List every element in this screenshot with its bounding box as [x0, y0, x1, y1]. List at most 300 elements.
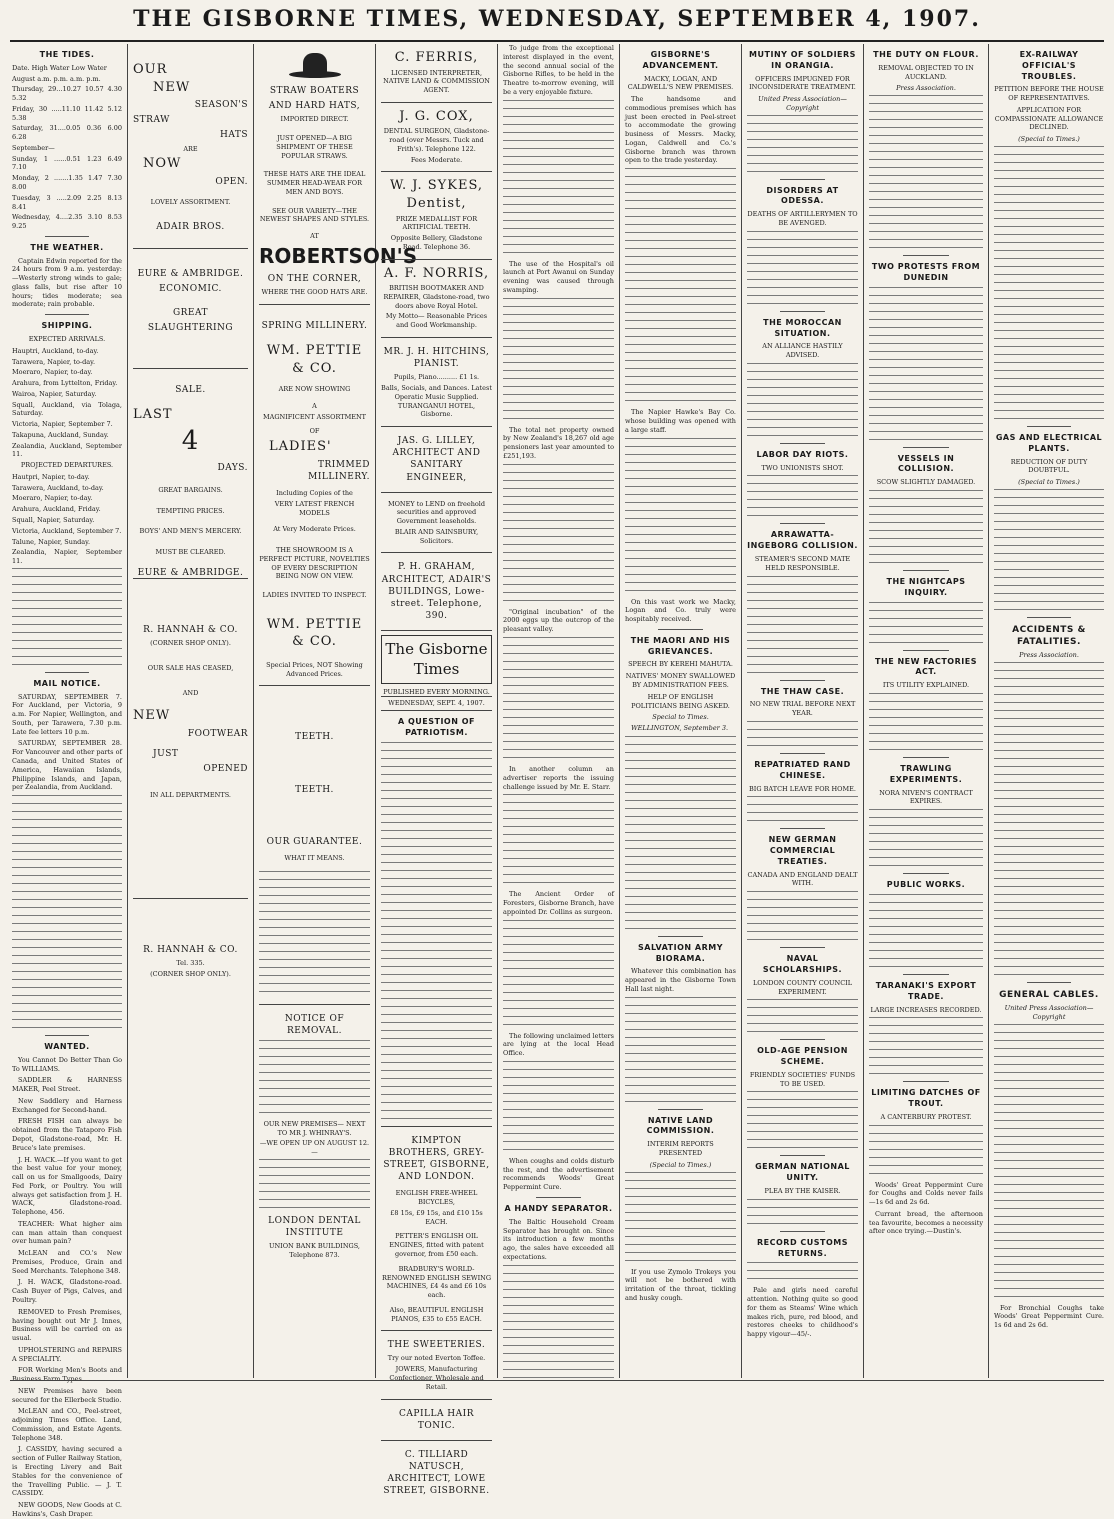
article-heading: THE NIGHTCAPS INQUIRY.: [886, 577, 966, 597]
column-rule: [497, 44, 498, 1378]
ad-line: WHERE THE GOOD HATS ARE.: [261, 288, 368, 297]
departure-line: Talune, Napier, Sunday.: [12, 537, 91, 546]
dental-ad: [259, 686, 370, 1004]
classified-ad: J. CASSIDY, having secured a section of Fuller Railway Station, is Erecting Livery and Bait Stables for the convenience of the Travelling Public. — J. T. CASSIDY.: [12, 1445, 122, 1498]
tides-row: Sunday, 1 ......0.51 1.23 6.49 7.10: [12, 154, 122, 172]
article-heading: PUBLIC WORKS.: [886, 880, 966, 890]
filler-text: [994, 146, 1104, 419]
ad-line: Including Copies of the: [276, 488, 353, 497]
classified-ad: J. H. WACK, Gladstone-road. Cash Buyer of Pigs, Calves, and Poultry.: [12, 1278, 122, 1304]
gisborne-times-title: The Gisborne Times: [381, 635, 492, 684]
masthead-rule: [10, 40, 1104, 42]
capilla-ad: [381, 1400, 492, 1441]
ad-line: NOTICE OF REMOVAL.: [284, 1013, 345, 1036]
footer-rule: [10, 1380, 1104, 1381]
ad-line: LADIES INVITED TO INSPECT.: [262, 591, 367, 600]
filler-text: [994, 489, 1104, 610]
ad-line: TEETH.: [295, 732, 334, 743]
article-subheading: NORA NIVEN'S CONTRACT EXPIRES.: [879, 788, 973, 806]
filler-text: [625, 438, 736, 591]
departure-line: Squall, Napier, Saturday.: [12, 516, 95, 525]
article-heading: ARRAWATTA-INGEBORG COLLISION.: [747, 530, 858, 551]
classified-ad: McLEAN and CO., Peel-street, adjoining Times Office. Land, Commission, and Estate Agents. Telephone 348.: [12, 1407, 122, 1442]
ad-line: WHAT IT MEANS.: [284, 853, 345, 862]
news-paragraph: The Napier Hawke's Bay Co. whose building was opened with a large staff.: [625, 408, 736, 434]
news-paragraph: Pale and girls need careful attention. Nothing quite so good for them as Steams' Wine which makes rich, pure, red blood, and restores cheeks to childhood's happy vigour—45/-.: [747, 1286, 858, 1339]
divider: [780, 1155, 824, 1156]
editorial-masthead: [381, 635, 492, 739]
filler-text: [869, 287, 983, 440]
ad-line: TEETH.: [295, 784, 334, 795]
divider: [780, 947, 824, 948]
ad-line: TRIMMED MILLINERY.: [308, 459, 370, 482]
ad-word: SEASON'S: [194, 100, 248, 111]
arrival-line: Tarawera, Napier, to-day.: [12, 357, 96, 366]
ad-line: Fees Moderate.: [410, 155, 463, 164]
article-subheading: AN ALLIANCE HASTILY ADVISED.: [762, 342, 843, 360]
tides-table: [12, 75, 122, 231]
tides-row: Tuesday, 3 .....2.09 2.25 8.13 8.41: [12, 193, 122, 211]
ad-word: GREAT BARGAINS.: [158, 485, 223, 494]
ad-line: ON THE CORNER,: [267, 273, 362, 284]
ad-line: Try our noted Everton Toffee.: [387, 1354, 486, 1363]
classified-ad: UPHOLSTERING and REPAIRS A SPECIALITY.: [12, 1345, 122, 1363]
ad-advertiser: THE SWEETERIES.: [387, 1340, 486, 1351]
column-rule: [863, 44, 864, 1378]
ad-advertiser: A. F. NORRIS,: [383, 265, 490, 281]
tides-row: Thursday, 29...10.27 10.57 4.30 5.32: [12, 85, 122, 103]
divider: [658, 629, 702, 630]
article-subheading: ITS UTILITY EXPLAINED.: [882, 681, 970, 690]
ad-line: IMPORTED DIRECT.: [280, 115, 349, 124]
article-heading: GENERAL CABLES.: [999, 989, 1099, 1000]
footwear-ad: [133, 579, 248, 899]
news-paragraph: Currant bread, the afternoon tea favourite, becomes a necessity after once trying.—Dustin's.: [869, 1209, 983, 1236]
removal-ad: [259, 1005, 370, 1267]
divider: [536, 1197, 580, 1198]
filler-text: [747, 115, 858, 172]
news-paragraph: The handsome and commodious premises which has just been erected in Peel-street to accommodate the growing business of Messrs. Macky, Logan, Caldwell and Co.'s Gisborne branch was thrown open to the trade yesterday.: [625, 95, 736, 165]
ad-line: A: [312, 401, 317, 410]
tides-columns: Date. High Water Low Water: [12, 63, 107, 72]
divider: [45, 314, 89, 315]
article-heading: GISBORNE'S ADVANCEMENT.: [642, 50, 719, 70]
ad-line: THE SHOWROOM IS A PERFECT PICTURE, NOVELTIES OF EVERY DESCRIPTION BEING NOW ON VIEW.: [259, 546, 370, 581]
mail-text: SATURDAY, SEPTEMBER 28. For Vancouver and other parts of Canada, and United States of America, Hawaiian Islands, Philippine Islands, and Japan, per Zealandia, from Auckland.: [12, 739, 122, 792]
divider: [45, 1035, 89, 1036]
ad-line: At Very Moderate Prices.: [273, 525, 356, 534]
ad-line: THESE HATS ARE THE IDEAL SUMMER HEAD-WEAR FOR MEN AND BOYS.: [263, 170, 366, 196]
sale-ad: [133, 369, 248, 579]
ad-line: PRIZE MEDALLIST FOR ARTIFICIAL TEETH.: [395, 214, 478, 232]
sykes-ad: [381, 172, 492, 259]
article-subheading: MACKY, LOGAN, AND CALDWELL'S NEW PREMISES.: [627, 74, 734, 92]
ad-word: (CORNER SHOP ONLY).: [150, 969, 231, 978]
ad-word: MUST BE CLEARED.: [155, 548, 226, 557]
column-rule: [741, 44, 742, 1378]
filler-text: [12, 795, 122, 1028]
ad-word: DAYS.: [217, 462, 248, 473]
article-heading: LIMITING DATCHES OF TROUT.: [871, 1088, 981, 1109]
article-subheading: APPLICATION FOR COMPASSIONATE ALLOWANCE DECLINED.: [994, 105, 1104, 132]
article-subheading: SCOW SLIGHTLY DAMAGED.: [876, 478, 976, 487]
divider: [658, 1109, 702, 1110]
column-9: [990, 44, 1108, 1378]
ad-line: SEE OUR VARIETY—THE NEWEST SHAPES AND STYLES.: [259, 206, 370, 224]
tides-row: Saturday, 31....0.05 0.36 6.00 6.28: [12, 124, 122, 142]
ad-word: JUST: [153, 749, 179, 760]
article-heading: THE THAW CASE.: [760, 686, 845, 696]
filler-text: [994, 662, 1104, 975]
column-2: [129, 44, 252, 1378]
ad-word: (CORNER SHOP ONLY).: [150, 639, 231, 648]
divider: [903, 757, 949, 758]
news-paragraph: The use of the Hospital's oil launch at Port Awanui on Sunday evening was caused through swamping.: [503, 259, 614, 294]
straw-hats-ad: [133, 44, 248, 249]
news-paragraph: Woods' Great Peppermint Cure for Coughs and Colds never fails—1s 6d and 2s 6d.: [869, 1180, 983, 1207]
shipping-heading: SHIPPING.: [41, 321, 93, 331]
filler-text: [869, 490, 983, 563]
ad-line: OUR GUARANTEE.: [266, 836, 363, 847]
filler-text: [747, 576, 858, 673]
ad-word: FOOTWEAR: [187, 728, 248, 739]
divider: [780, 680, 824, 681]
divider: [903, 650, 949, 651]
dateline: WELLINGTON, September 3.: [631, 724, 729, 733]
arrival-line: Wairoa, Napier, Saturday.: [12, 389, 97, 398]
newspaper-title: THE GISBORNE TIMES, WEDNESDAY, SEPTEMBER 4, 1907.: [133, 6, 981, 32]
ferris-ad: [381, 44, 492, 103]
classified-ad: McLEAN and CO.'s New Premises, Produce, Grain and Seed Merchants. Telephone 348.: [12, 1249, 122, 1275]
ad-word: NOW: [143, 156, 182, 172]
filler-text: [503, 298, 614, 419]
issue-date: WEDNESDAY, SEPT. 4, 1907.: [381, 696, 492, 711]
filler-text: [747, 1091, 858, 1148]
ad-word: ECONOMIC.: [159, 284, 222, 295]
tides-row: Wednesday, 4....2.35 3.10 8.53 9.25: [12, 213, 122, 231]
column-8: [865, 44, 987, 1378]
robertsons-name: ROBERTSON'S: [259, 243, 418, 268]
article-heading: VESSELS IN COLLISION.: [897, 453, 955, 474]
article-subheading: REMOVAL OBJECTED TO IN AUCKLAND.: [878, 63, 974, 81]
departure-line: Arahura, Auckland, Friday.: [12, 505, 101, 514]
ad-line: AND HARD HATS,: [268, 101, 361, 112]
arrival-line: Takapuna, Auckland, Sunday.: [12, 430, 109, 439]
arrival-line: Squall, Auckland, via Tolaga, Saturday.: [12, 400, 122, 418]
article-heading: OLD-AGE PENSION SCHEME.: [757, 1046, 848, 1067]
ad-line: VERY LATEST FRENCH MODELS: [274, 499, 355, 517]
filler-text: [747, 231, 858, 304]
article-subheading: STEAMER'S SECOND MATE HELD RESPONSIBLE.: [754, 555, 851, 572]
article-heading: LABOR DAY RIOTS.: [756, 449, 849, 459]
news-paragraph: In another column an advertiser reports the issuing challenge issued by Mr. E. Starr.: [503, 765, 614, 791]
ad-advertiser: MR. J. H. HITCHINS, PIANIST.: [383, 346, 490, 370]
filler-text: [625, 997, 736, 1102]
ad-line: —WE OPEN UP ON AUGUST 12.—: [259, 1139, 370, 1157]
arrival-line: Victoria, Napier, September 7.: [12, 420, 113, 429]
ad-line: STRAW BOATERS: [269, 86, 360, 96]
ad-line: JOWERS, Manufacturing Confectioner, Wholesale and Retail.: [389, 1365, 484, 1391]
ad-advertiser: R. HANNAH & CO.: [143, 625, 238, 635]
ad-word: OUR: [133, 62, 168, 77]
filler-text: [869, 1125, 983, 1174]
filler-text: [747, 1199, 858, 1224]
ad-advertiser: CAPILLA HAIR TONIC.: [399, 1408, 474, 1431]
divider: [780, 1039, 824, 1040]
divider: [780, 753, 824, 754]
article-heading: DISORDERS AT ODESSA.: [766, 185, 839, 206]
hat-icon: [285, 53, 345, 81]
ad-line: LICENSED INTERPRETER, NATIVE LAND & COMMISSION AGENT.: [383, 68, 490, 95]
article-heading: NATIVE LAND COMMISSION.: [646, 1115, 715, 1136]
cox-ad: [381, 103, 492, 173]
ad-line: MONEY to LEND on freehold securities and approved Government leaseholds.: [387, 499, 486, 526]
article-subheading: HELP OF ENGLISH POLITICIANS BEING ASKED.: [631, 692, 730, 710]
filler-text: [869, 95, 983, 248]
ad-line: AT: [310, 232, 319, 241]
lilley-ad: [381, 427, 492, 493]
divider: [780, 443, 824, 444]
ad-advertiser: C. FERRIS,: [394, 50, 479, 65]
news-paragraph: "Original incubation" of the 2000 eggs up the outcrop of the pleasant valley.: [503, 607, 614, 634]
ad-word: ARE: [183, 144, 198, 153]
article-heading: THE MOROCCAN SITUATION.: [763, 317, 842, 338]
classified-ad: J. H. WACK.—If you want to get the best value for your money, call on us for Smallgoods, Dairy Fed Pork, or Poultry. You will always get satisfaction from J. H. WACK, Gladstone-road. Telephone, 456.: [12, 1155, 122, 1217]
ad-word: OPENED: [203, 764, 248, 775]
ad-line: BRITISH BOOTMAKER AND REPAIRER, Gladstone-road, two doors above Royal Hotel.: [383, 284, 490, 310]
news-paragraph: To judge from the exceptional interest displayed in the event, the second annual social of the Gisborne Rifles, to be held in the Theatre to-morrow evening, will be a very enjoyable fixture.: [503, 44, 614, 96]
ad-advertiser: LONDON DENTAL INSTITUTE: [268, 1216, 361, 1239]
column-6: [621, 44, 740, 1378]
divider: [780, 523, 824, 524]
article-heading: GERMAN NATIONAL UNITY.: [755, 1162, 850, 1183]
ad-line: SPRING MILLINERY.: [261, 320, 368, 331]
ad-line: UNION BANK BUILDINGS, Telephone 873.: [269, 1242, 360, 1260]
graham-ad: [381, 553, 492, 631]
filler-text: [503, 1265, 614, 1378]
divider: [780, 828, 824, 829]
ad-line: OUR NEW PREMISES— NEXT TO MR J. WHINRAY'S.: [263, 1119, 366, 1137]
classified-ad: NEW Premises have been secured for the Ellerbeck Studio.: [12, 1386, 122, 1404]
masthead: [0, 6, 1114, 40]
classified-ad: SADDLER & HARNESS MAKER, Peel Street.: [12, 1076, 122, 1094]
column-rule: [127, 44, 128, 1378]
article-heading: TARANAKI'S EXPORT TRADE.: [875, 980, 977, 1001]
ad-advertiser: EURE & AMBRIDGE.: [137, 269, 244, 279]
ad-line: LADIES': [269, 439, 332, 455]
filler-text: [12, 568, 122, 665]
divider: [903, 974, 949, 975]
column-3: [255, 44, 418, 1378]
mail-heading: MAIL NOTICE.: [33, 678, 101, 688]
column-4: [377, 44, 496, 1497]
arrival-line: Moeraro, Napier, to-day.: [12, 368, 93, 377]
news-paragraph: The total net property owned by New Zealand's 18,267 old age pensioners last year amounted to £251,193.: [503, 425, 614, 460]
divider: [780, 179, 824, 180]
ad-word: HATS: [219, 130, 248, 141]
departure-line: Hautpri, Napier, to-day.: [12, 472, 90, 481]
ad-line: Also, BEAUTIFUL ENGLISH PIANOS, £35 to £55 EACH.: [389, 1305, 484, 1323]
filler-text: [625, 1172, 736, 1261]
column-rule: [253, 44, 254, 1378]
filler-text: [747, 363, 858, 436]
divider: [780, 311, 824, 312]
arrival-line: Zealandia, Auckland, September 11.: [12, 441, 122, 459]
ad-advertiser: P. H. GRAHAM, ARCHITECT, ADAIR'S BUILDINGS, Lowe-street. Telephone, 390.: [381, 562, 492, 622]
filler-text: [869, 894, 983, 967]
editorial-heading: A QUESTION OF PATRIOTISM.: [398, 717, 475, 738]
article-heading: SALVATION ARMY BIORAMA.: [638, 942, 723, 963]
filler-text: [259, 1040, 370, 1113]
ad-word: OUR SALE HAS CEASED,: [147, 663, 234, 672]
money-ad: [381, 493, 492, 554]
filler-text: [503, 464, 614, 601]
divider: [1027, 426, 1071, 427]
news-paragraph: For Bronchial Coughs take Woods' Great Peppermint Cure. 1s 6d and 2s 6d.: [994, 1303, 1104, 1330]
filler-text: [869, 602, 983, 643]
tides-row: Monday, 2 .......1.35 1.47 7.30 8.00: [12, 174, 122, 191]
article-subheading: LARGE INCREASES RECORDED.: [870, 1005, 982, 1014]
ad-word: NEW: [133, 708, 171, 724]
filler-text: [869, 693, 983, 750]
divider: [45, 236, 89, 237]
ad-line: DENTAL SURGEON, Gladstone-road (over Messrs. Tuck and Frith's). Telephone 122.: [383, 127, 490, 153]
ad-word: GREAT: [172, 308, 209, 319]
article-subheading: REDUCTION OF DUTY DOUBTFUL.: [1010, 457, 1088, 475]
ad-advertiser: WM. PETTIE & CO.: [266, 616, 363, 650]
ad-advertiser: R. HANNAH & CO.: [143, 945, 238, 955]
news-paragraph: Whatever this combination has appeared in the Gisborne Town Hall last night.: [625, 967, 736, 993]
mail-text: SATURDAY, SEPTEMBER 7. For Auckland, per Victoria, 9 a.m. For Napier, Wellington, and South, per Tarawera, 7.30 p.m. Late fee letters 10 p.m.: [12, 692, 122, 736]
byline: United Press Association—Copyright: [758, 95, 847, 112]
hitchins-ad: [381, 338, 492, 427]
article-subheading: TWO UNIONISTS SHOT.: [761, 463, 844, 472]
tides-row: Friday, 30 .....11.10 11.42 5.12 5.38: [12, 104, 122, 122]
filler-text: [503, 794, 614, 883]
weather-heading: THE WEATHER.: [30, 242, 104, 252]
ad-word: 4: [181, 425, 200, 456]
departure-line: Zealandia, Napier, September 11.: [12, 548, 122, 566]
column-rule: [619, 44, 620, 1378]
news-paragraph: The following unclaimed letters are lying at the local Head Office.: [503, 1031, 614, 1058]
ad-word: SLAUGHTERING: [147, 323, 234, 334]
article-subheading: BIG BATCH LEAVE FOR HOME.: [749, 784, 856, 793]
ad-word: Tel. 335.: [176, 959, 205, 968]
sweeteries-ad: [381, 1331, 492, 1399]
ad-line: ARE NOW SHOWING: [278, 385, 351, 394]
article-heading: THE NEW FACTORIES ACT.: [875, 656, 977, 677]
ad-advertiser: KIMPTON BROTHERS, GREY-STREET, GISBORNE, AND LONDON.: [383, 1135, 490, 1183]
expected-heading: EXPECTED ARRIVALS.: [28, 335, 106, 343]
ad-line: Opposite Bellery, Gladstone Road. Telephone 36.: [390, 234, 483, 251]
divider: [1027, 617, 1071, 618]
filler-text: [869, 1017, 983, 1074]
article-subheading: PETITION BEFORE THE HOUSE OF REPRESENTATIVES.: [994, 85, 1104, 103]
ad-word: LOVELY ASSORTMENT.: [150, 197, 231, 206]
departure-line: Tarawera, Auckland, to-day.: [12, 483, 104, 492]
natusch-ad: [381, 1441, 492, 1506]
filler-text: [994, 1024, 1104, 1297]
publication-note: PUBLISHED EVERY MORNING.: [383, 687, 490, 696]
article-heading: REPATRIATED RAND CHINESE.: [754, 759, 851, 780]
departure-line: Moeraro, Napier, to-day.: [12, 494, 93, 503]
weather-text: Captain Edwin reported for the 24 hours from 9 a.m. yesterday:—Westerly strong winds to gale; glass falls, but rise after 10 hours; tides moderate; sea moderate; rain probable.: [12, 256, 122, 309]
ad-advertiser: W. J. SYKES, Dentist,: [389, 178, 484, 211]
classified-ad: You Cannot Do Better Than Go To WILLIAMS.: [12, 1055, 122, 1073]
article-subheading: NATIVES' MONEY SWALLOWED BY ADMINISTRATION FEES.: [625, 672, 736, 689]
filler-text: [747, 475, 858, 516]
byline: (Special to Times.): [1018, 478, 1080, 487]
hannah-ad: [133, 899, 248, 1029]
article-subheading: PLEA BY THE KAISER.: [764, 1187, 841, 1196]
classified-ad: REMOVED to Fresh Premises, having bought out Mr J. Innes, Business will be carried on as usual.: [12, 1307, 122, 1343]
arrival-line: Hauptri, Auckland, to-day.: [12, 346, 99, 355]
ad-line: Special Prices, NOT Showing Advanced Prices.: [266, 660, 363, 678]
projected-heading: PROJECTED DEPARTURES.: [20, 461, 114, 470]
article-heading: NAVAL SCHOLARSHIPS.: [762, 954, 843, 974]
robertsons-ad: [259, 44, 418, 305]
ad-line: Balls, Socials, and Dances. Latest Operatic Music Supplied. TURANGANUI HOTEL, Gisborne.: [381, 384, 492, 419]
divider: [45, 672, 89, 673]
article-subheading: LONDON COUNTY COUNCIL EXPERIMENT.: [752, 978, 853, 996]
filler-text: [259, 1159, 370, 1208]
pettie-millinery-ad: [259, 305, 370, 687]
divider: [903, 447, 949, 448]
ad-word: BOYS' AND MEN'S MERCERY.: [139, 527, 242, 536]
byline: Special to Times.: [652, 713, 709, 722]
classified-ad: TEACHER: What higher aim can man attain than conquest over human pain?: [12, 1219, 122, 1246]
article-subheading: CANADA AND ENGLAND DEALT WITH.: [747, 870, 858, 888]
filler-text: [747, 721, 858, 746]
article-heading: THE MAORI AND HIS GRIEVANCES.: [630, 635, 731, 656]
news-paragraph: On this vast work we Macky, Logan and Co. truly were hospitably received.: [625, 597, 736, 624]
editorial-text: [381, 742, 492, 1119]
divider: [903, 873, 949, 874]
ad-line: PETTER'S ENGLISH OIL ENGINES, fitted with patent governor, from £50 each.: [389, 1232, 484, 1258]
filler-text: [747, 796, 858, 821]
news-paragraph: The Baltic Household Cream Separator has brought on. Since its introduction a few months ago, the sales have exceeded all expectations.: [503, 1217, 614, 1261]
filler-text: [625, 736, 736, 929]
ad-advertiser: J. G. COX,: [399, 108, 474, 124]
classified-ad: FOR Working Men's Boots and Business Farm Types.: [12, 1366, 122, 1384]
ad-advertiser: WM. PETTIE & CO.: [266, 342, 363, 376]
article-heading: TWO PROTESTS FROM DUNEDIN: [871, 262, 981, 282]
divider: [903, 1081, 949, 1082]
article-heading: TRAWLING EXPERIMENTS.: [889, 764, 963, 784]
filler-text: [503, 637, 614, 758]
news-paragraph: When coughs and colds disturb the rest, and the advertisement recommends Woods' Great Peppermint Cure.: [503, 1156, 614, 1192]
article-heading: EX-RAILWAY OFFICIAL'S TROUBLES.: [1019, 50, 1079, 81]
classified-ad: FRESH FISH can always be obtained from the Tataporo Fish Depot, Gladstone-road, Mr. H. Bruce's late premises.: [12, 1117, 122, 1152]
filler-text: [259, 871, 370, 992]
article-subheading: DEATHS OF ARTILLERYMEN TO BE AVENGED.: [747, 210, 858, 228]
ad-word: SALE.: [175, 385, 206, 395]
divider: [780, 1231, 824, 1232]
ad-line: OF: [309, 427, 320, 436]
article-heading: NEW GERMAN COMMERCIAL TREATIES.: [768, 835, 837, 866]
ad-word: IN ALL DEPARTMENTS.: [150, 791, 231, 800]
ad-word: AND: [182, 688, 199, 697]
kimpton-ad: [381, 1126, 492, 1332]
norris-ad: [381, 260, 492, 338]
ad-advertiser: EURE & AMBRIDGE.: [137, 567, 244, 578]
byline: (Special to Times.): [649, 1160, 712, 1169]
departure-line: Victoria, Auckland, September 7.: [12, 526, 122, 535]
classified-ad: New Saddlery and Harness Exchanged for Second-hand.: [12, 1096, 122, 1114]
ad-line: Pupils, Piano.......... £1 1s.: [393, 373, 480, 382]
ad-word: STRAW: [133, 115, 170, 126]
arrival-line: Arahura, from Lyttelton, Friday.: [12, 379, 118, 388]
